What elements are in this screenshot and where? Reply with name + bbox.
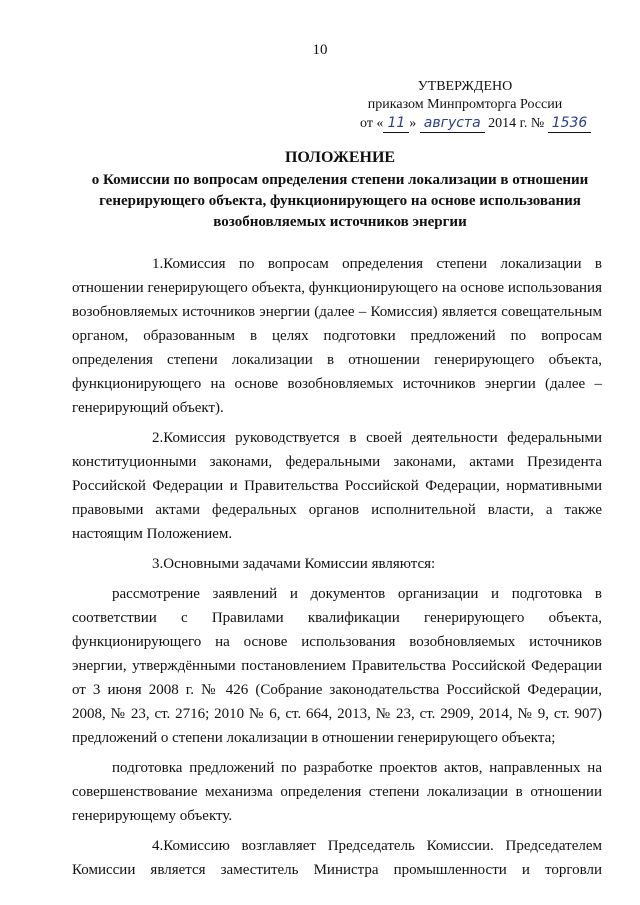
page-number: 10 [312,42,328,58]
paragraph-text: Комиссия руководствуется в своей деятельности федеральными конституционными законами, федеральными законами, актами Президента Российской Федерации и Правительства Российской Федерации, нормативными правовыми актами федеральных органов исполнительной власти, а также настоящим Положением. [72,430,602,542]
title-line-2: генерирующего объекта, функционирующего на основе использования [99,193,581,209]
paragraph-text: подготовка предложений по разработке проектов актов, направленных на совершенствование механизма определения степени локализации в отношении генерирующему объекту. [72,760,602,824]
paragraph-1 [72,252,602,420]
paragraph-3 [72,552,602,576]
paragraph-3-item-2 [72,756,602,828]
date-prefix: от « [360,116,384,131]
handwritten-month: августа [420,114,485,133]
paragraph-number: 1. [152,256,164,272]
title-main: ПОЛОЖЕНИЕ [284,149,396,166]
paragraph-text: рассмотрение заявлений и документов организации и подготовка в соответствии с Правилами квалификации генерирующего объекта, функционирующего на основе использования возобновляемых источников энергии, утверждёнными постановлением Правительства Российской Федерации от 3 июня 2008 г. № 426 (Собрание законодательства Российской Федерации, 2008, № 23, ст. 2716; 2010 № 6, ст. 664, 2013, № 23, ст. 2909, 2014, № 9, ст. 907) предложений о степени локализации в отношении генерирующего объекта; [72,586,602,746]
paragraph-2 [72,426,602,546]
approval-stamp [360,78,588,133]
document-body [72,252,602,882]
handwritten-day: 11 [383,114,409,133]
approval-heading: УТВЕРЖДЕНО [417,79,513,94]
document-title [80,147,600,233]
paragraph-number: 3. [152,556,164,572]
handwritten-number: 1536 [548,114,592,133]
paragraph-text: Комиссию возглавляет Председатель Комиссии. Председателем Комиссии является заместитель Министра промышленности и торговли [72,838,602,878]
title-line-3: возобновляемых источников энергии [213,214,467,230]
paragraph-3-item-1 [72,582,602,750]
paragraph-number: 2. [152,430,164,446]
paragraph-text: Комиссия по вопросам определения степени локализации в отношении генерирующего объекта, функционирующего на основе использования возобновляемых источников энергии (далее – Комиссия) является совещательным органом, образованным в целях подготовки предложений по вопросам определения степени локализации в отношении генерирующего объекта, функционирующего на основе возобновляемых источников энергии (далее – генерирующий объект). [72,256,602,416]
year-suffix: 2014 г. № [488,116,545,131]
approval-order-line: приказом Минпромторга России [367,97,563,112]
paragraph-number: 4. [152,838,164,854]
title-line-1: о Комиссии по вопросам определения степени локализации в отношении [91,172,589,188]
paragraph-text: Основными задачами Комиссии являются: [163,556,436,572]
date-mid: » [409,116,417,131]
paragraph-4 [72,834,602,882]
approval-date-line [360,114,588,133]
